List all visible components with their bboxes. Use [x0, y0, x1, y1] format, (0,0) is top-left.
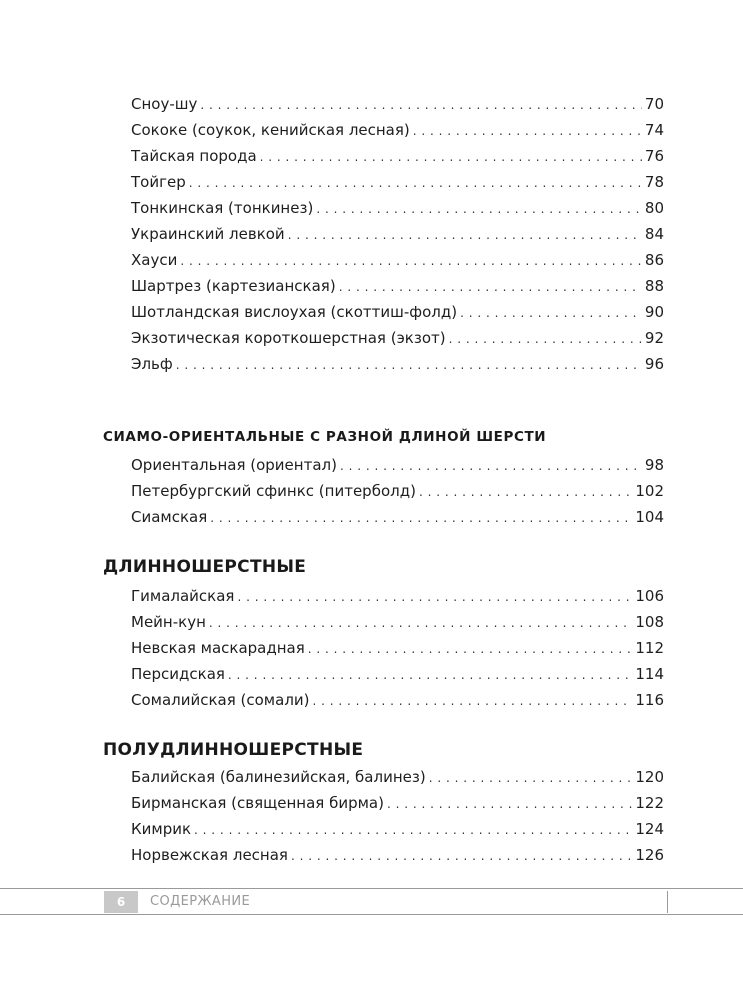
dot-leader — [313, 688, 633, 714]
entry-page: 90 — [644, 303, 664, 321]
toc-entry[interactable] — [131, 143, 664, 169]
toc-entry[interactable] — [131, 452, 664, 478]
dot-leader — [449, 326, 642, 352]
dot-leader — [316, 196, 642, 222]
entry-title: Шотландская вислоухая (скоттиш-фолд) — [131, 303, 458, 321]
dot-leader — [200, 92, 642, 118]
dot-leader — [419, 479, 632, 505]
entry-page: 98 — [644, 456, 664, 474]
toc-entry[interactable] — [131, 687, 664, 713]
entry-page: 116 — [635, 691, 664, 709]
toc-entry[interactable] — [131, 842, 664, 868]
toc-entry[interactable] — [131, 790, 664, 816]
dot-leader — [291, 843, 632, 869]
section-heading: ПОЛУДЛИННОШЕРСТНЫЕ — [103, 740, 364, 760]
entry-page: 108 — [635, 613, 664, 631]
entry-title: Шартрез (картезианская) — [131, 277, 336, 295]
page-number-badge: 6 — [104, 891, 138, 913]
entry-title: Гималайская — [131, 587, 235, 605]
dot-leader — [180, 248, 642, 274]
dot-leader — [339, 274, 642, 300]
entry-page: 86 — [644, 251, 664, 269]
entry-page: 88 — [644, 277, 664, 295]
toc-entry[interactable] — [131, 221, 664, 247]
dot-leader — [228, 662, 632, 688]
dot-leader — [210, 505, 632, 531]
dot-leader — [237, 584, 632, 610]
entry-title: Бирманская (священная бирма) — [131, 794, 384, 812]
entry-page: 80 — [644, 199, 664, 217]
entry-page: 70 — [644, 95, 664, 113]
entry-page: 112 — [635, 639, 664, 657]
toc-entry[interactable] — [131, 764, 664, 790]
toc-entry[interactable] — [131, 504, 664, 530]
entry-title: Хауси — [131, 251, 178, 269]
entry-title: Ориентальная (ориентал) — [131, 456, 337, 474]
entry-page: 114 — [635, 665, 664, 683]
entry-page: 84 — [644, 225, 664, 243]
toc-entry[interactable] — [131, 583, 664, 609]
toc-entry[interactable] — [131, 169, 664, 195]
entry-title: Кимрик — [131, 820, 192, 838]
dot-leader — [194, 817, 632, 843]
entry-title: Тайская порода — [131, 147, 257, 165]
toc-entry[interactable] — [131, 478, 664, 504]
entry-page: 92 — [644, 329, 664, 347]
dot-leader — [413, 118, 642, 144]
toc-entry[interactable] — [131, 325, 664, 351]
entry-title: Украинский левкой — [131, 225, 285, 243]
entry-page: 126 — [635, 846, 664, 864]
dot-leader — [340, 453, 642, 479]
dot-leader — [176, 352, 642, 378]
toc-entry[interactable] — [131, 635, 664, 661]
entry-title: Персидская — [131, 665, 225, 683]
dot-leader — [429, 765, 633, 791]
section-heading: СИАМО-ОРИЕНТАЛЬНЫЕ С РАЗНОЙ ДЛИНОЙ ШЕРСТИ — [103, 429, 547, 445]
entry-title: Эльф — [131, 355, 173, 373]
entry-page: 78 — [644, 173, 664, 191]
toc-entry[interactable] — [131, 247, 664, 273]
entry-page: 76 — [644, 147, 664, 165]
entry-title: Тойгер — [131, 173, 186, 191]
entry-page: 122 — [635, 794, 664, 812]
entry-title: Экзотическая короткошерстная (экзот) — [131, 329, 446, 347]
entry-title: Балийская (балинезийская, балинез) — [131, 768, 426, 786]
toc-entry[interactable] — [131, 351, 664, 377]
entry-title: Невская маскарадная — [131, 639, 305, 657]
dot-leader — [460, 300, 642, 326]
toc-entry[interactable] — [131, 91, 664, 117]
entry-title: Сококе (соукок, кенийская лесная) — [131, 121, 410, 139]
entry-title: Сноу-шу — [131, 95, 198, 113]
entry-title: Петербургский сфинкс (питерболд) — [131, 482, 416, 500]
dot-leader — [387, 791, 632, 817]
toc-entry[interactable] — [131, 661, 664, 687]
entry-title: Сиамская — [131, 508, 208, 526]
toc-entry[interactable] — [131, 609, 664, 635]
dot-leader — [288, 222, 642, 248]
section-heading: ДЛИННОШЕРСТНЫЕ — [103, 557, 307, 577]
toc-entry[interactable] — [131, 299, 664, 325]
entry-page: 120 — [635, 768, 664, 786]
entry-page: 96 — [644, 355, 664, 373]
dot-leader — [189, 170, 642, 196]
entry-title: Тонкинская (тонкинез) — [131, 199, 314, 217]
running-section-label: СОДЕРЖАНИЕ — [150, 894, 251, 909]
entry-page: 104 — [635, 508, 664, 526]
toc-entry[interactable] — [131, 195, 664, 221]
entry-page: 106 — [635, 587, 664, 605]
entry-title: Мейн-кун — [131, 613, 206, 631]
entry-title: Норвежская лесная — [131, 846, 288, 864]
entry-title: Сомалийская (сомали) — [131, 691, 310, 709]
entry-page: 74 — [644, 121, 664, 139]
dot-leader — [260, 144, 642, 170]
footer-top-rule — [0, 888, 743, 889]
footer-bottom-rule — [0, 914, 743, 915]
entry-page: 102 — [635, 482, 664, 500]
footer-divider — [667, 891, 668, 913]
dot-leader — [209, 610, 632, 636]
entry-page: 124 — [635, 820, 664, 838]
dot-leader — [308, 636, 633, 662]
toc-entry[interactable] — [131, 273, 664, 299]
toc-entry[interactable] — [131, 816, 664, 842]
toc-entry[interactable] — [131, 117, 664, 143]
